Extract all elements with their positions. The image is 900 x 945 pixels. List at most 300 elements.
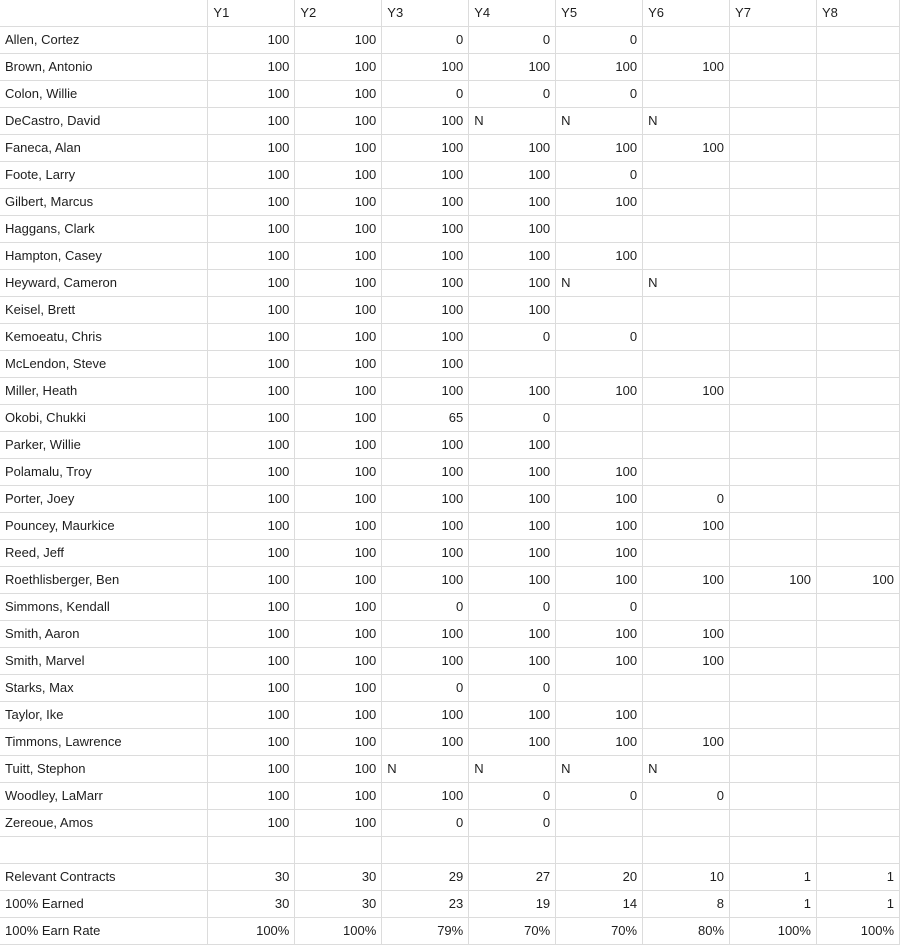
value-cell[interactable]: 100 bbox=[208, 54, 295, 81]
value-cell[interactable] bbox=[816, 783, 899, 810]
value-cell[interactable]: 100 bbox=[295, 648, 382, 675]
value-cell[interactable] bbox=[816, 648, 899, 675]
value-cell[interactable]: 100 bbox=[382, 432, 469, 459]
value-cell[interactable]: 100 bbox=[382, 729, 469, 756]
value-cell[interactable] bbox=[730, 432, 817, 459]
row-label-cell[interactable]: Polamalu, Troy bbox=[0, 459, 208, 486]
value-cell[interactable]: 100 bbox=[208, 621, 295, 648]
value-cell[interactable]: 100 bbox=[382, 702, 469, 729]
value-cell[interactable]: 0 bbox=[382, 81, 469, 108]
value-cell[interactable]: 100 bbox=[382, 324, 469, 351]
value-cell[interactable]: 100 bbox=[208, 378, 295, 405]
value-cell[interactable]: 100 bbox=[643, 135, 730, 162]
value-cell[interactable]: 100 bbox=[208, 162, 295, 189]
row-label-cell[interactable]: Smith, Aaron bbox=[0, 621, 208, 648]
value-cell[interactable] bbox=[730, 648, 817, 675]
value-cell[interactable]: N bbox=[469, 108, 556, 135]
value-cell[interactable]: 100 bbox=[469, 54, 556, 81]
value-cell[interactable]: 100 bbox=[295, 81, 382, 108]
value-cell[interactable] bbox=[556, 810, 643, 837]
value-cell[interactable]: 100 bbox=[556, 621, 643, 648]
header-cell-y4[interactable]: Y4 bbox=[469, 0, 556, 27]
value-cell[interactable]: 100 bbox=[295, 324, 382, 351]
value-cell[interactable] bbox=[730, 270, 817, 297]
value-cell[interactable] bbox=[730, 27, 817, 54]
value-cell[interactable]: 100 bbox=[469, 459, 556, 486]
value-cell[interactable] bbox=[382, 837, 469, 864]
value-cell[interactable]: 100 bbox=[208, 324, 295, 351]
value-cell[interactable]: 8 bbox=[643, 891, 730, 918]
value-cell[interactable]: 100 bbox=[556, 378, 643, 405]
value-cell[interactable]: 0 bbox=[556, 27, 643, 54]
value-cell[interactable] bbox=[816, 594, 899, 621]
row-label-cell[interactable]: Hampton, Casey bbox=[0, 243, 208, 270]
value-cell[interactable] bbox=[730, 594, 817, 621]
value-cell[interactable]: 100 bbox=[643, 648, 730, 675]
value-cell[interactable]: 100 bbox=[208, 729, 295, 756]
value-cell[interactable]: 100 bbox=[295, 783, 382, 810]
row-label-cell[interactable]: Miller, Heath bbox=[0, 378, 208, 405]
value-cell[interactable]: 100% bbox=[208, 918, 295, 945]
value-cell[interactable]: 1 bbox=[730, 891, 817, 918]
value-cell[interactable] bbox=[730, 324, 817, 351]
value-cell[interactable]: 100 bbox=[469, 243, 556, 270]
row-label-cell[interactable]: Keisel, Brett bbox=[0, 297, 208, 324]
value-cell[interactable]: 100 bbox=[469, 486, 556, 513]
value-cell[interactable]: 65 bbox=[382, 405, 469, 432]
row-label-cell[interactable]: Heyward, Cameron bbox=[0, 270, 208, 297]
value-cell[interactable] bbox=[643, 27, 730, 54]
value-cell[interactable]: 100 bbox=[295, 756, 382, 783]
value-cell[interactable] bbox=[643, 243, 730, 270]
value-cell[interactable] bbox=[816, 432, 899, 459]
row-label-cell[interactable]: Tuitt, Stephon bbox=[0, 756, 208, 783]
value-cell[interactable] bbox=[643, 594, 730, 621]
value-cell[interactable]: 27 bbox=[469, 864, 556, 891]
value-cell[interactable] bbox=[730, 243, 817, 270]
value-cell[interactable]: 0 bbox=[382, 594, 469, 621]
value-cell[interactable]: 100 bbox=[382, 351, 469, 378]
value-cell[interactable]: 100 bbox=[295, 405, 382, 432]
value-cell[interactable]: 0 bbox=[469, 405, 556, 432]
value-cell[interactable] bbox=[816, 459, 899, 486]
value-cell[interactable] bbox=[816, 270, 899, 297]
row-label-cell[interactable]: Simmons, Kendall bbox=[0, 594, 208, 621]
value-cell[interactable]: 100 bbox=[643, 378, 730, 405]
value-cell[interactable]: 0 bbox=[556, 783, 643, 810]
value-cell[interactable]: 100% bbox=[730, 918, 817, 945]
value-cell[interactable]: 100 bbox=[295, 270, 382, 297]
value-cell[interactable]: 100 bbox=[295, 297, 382, 324]
value-cell[interactable]: 100 bbox=[556, 243, 643, 270]
value-cell[interactable]: 100 bbox=[208, 351, 295, 378]
value-cell[interactable] bbox=[730, 189, 817, 216]
value-cell[interactable] bbox=[556, 297, 643, 324]
value-cell[interactable]: 100 bbox=[382, 459, 469, 486]
value-cell[interactable] bbox=[816, 243, 899, 270]
value-cell[interactable]: 100 bbox=[295, 216, 382, 243]
value-cell[interactable]: 100 bbox=[469, 270, 556, 297]
value-cell[interactable]: 100 bbox=[295, 162, 382, 189]
row-label-cell[interactable]: Reed, Jeff bbox=[0, 540, 208, 567]
value-cell[interactable] bbox=[816, 540, 899, 567]
value-cell[interactable]: 100 bbox=[295, 189, 382, 216]
value-cell[interactable]: 100 bbox=[643, 513, 730, 540]
value-cell[interactable]: 100 bbox=[382, 270, 469, 297]
value-cell[interactable] bbox=[816, 189, 899, 216]
value-cell[interactable]: 100 bbox=[208, 513, 295, 540]
value-cell[interactable]: 1 bbox=[816, 864, 899, 891]
value-cell[interactable]: 100 bbox=[382, 54, 469, 81]
row-label-cell[interactable]: Pouncey, Maurkice bbox=[0, 513, 208, 540]
value-cell[interactable]: 100 bbox=[382, 297, 469, 324]
value-cell[interactable]: 1 bbox=[730, 864, 817, 891]
value-cell[interactable] bbox=[556, 216, 643, 243]
value-cell[interactable]: 100 bbox=[643, 567, 730, 594]
value-cell[interactable]: 70% bbox=[469, 918, 556, 945]
value-cell[interactable]: 100 bbox=[208, 756, 295, 783]
value-cell[interactable]: 100 bbox=[295, 486, 382, 513]
row-label-cell[interactable]: Colon, Willie bbox=[0, 81, 208, 108]
value-cell[interactable]: 0 bbox=[643, 783, 730, 810]
value-cell[interactable]: 70% bbox=[556, 918, 643, 945]
value-cell[interactable]: 0 bbox=[469, 81, 556, 108]
value-cell[interactable]: 100 bbox=[208, 459, 295, 486]
value-cell[interactable]: 30 bbox=[295, 864, 382, 891]
header-cell-name[interactable] bbox=[0, 0, 208, 27]
value-cell[interactable]: 100 bbox=[556, 54, 643, 81]
value-cell[interactable]: 100 bbox=[208, 540, 295, 567]
value-cell[interactable]: 100 bbox=[208, 675, 295, 702]
value-cell[interactable]: 0 bbox=[469, 783, 556, 810]
value-cell[interactable] bbox=[816, 405, 899, 432]
value-cell[interactable] bbox=[730, 378, 817, 405]
value-cell[interactable]: 100 bbox=[469, 162, 556, 189]
value-cell[interactable]: 19 bbox=[469, 891, 556, 918]
value-cell[interactable]: N bbox=[643, 270, 730, 297]
value-cell[interactable] bbox=[816, 702, 899, 729]
header-cell-y3[interactable]: Y3 bbox=[382, 0, 469, 27]
value-cell[interactable]: 100 bbox=[556, 513, 643, 540]
value-cell[interactable]: 100 bbox=[643, 729, 730, 756]
row-label-cell[interactable]: Relevant Contracts bbox=[0, 864, 208, 891]
value-cell[interactable]: N bbox=[643, 756, 730, 783]
value-cell[interactable] bbox=[816, 297, 899, 324]
row-label-cell[interactable]: McLendon, Steve bbox=[0, 351, 208, 378]
value-cell[interactable] bbox=[816, 135, 899, 162]
value-cell[interactable]: 100 bbox=[643, 54, 730, 81]
value-cell[interactable] bbox=[643, 675, 730, 702]
row-label-cell[interactable]: Taylor, Ike bbox=[0, 702, 208, 729]
value-cell[interactable] bbox=[208, 837, 295, 864]
value-cell[interactable]: 100 bbox=[295, 135, 382, 162]
value-cell[interactable] bbox=[643, 702, 730, 729]
value-cell[interactable] bbox=[643, 405, 730, 432]
value-cell[interactable]: 100 bbox=[556, 567, 643, 594]
row-label-cell[interactable]: Starks, Max bbox=[0, 675, 208, 702]
value-cell[interactable]: 100 bbox=[556, 648, 643, 675]
value-cell[interactable] bbox=[469, 837, 556, 864]
value-cell[interactable]: 100 bbox=[556, 486, 643, 513]
value-cell[interactable] bbox=[730, 216, 817, 243]
value-cell[interactable] bbox=[643, 216, 730, 243]
value-cell[interactable]: 100 bbox=[208, 567, 295, 594]
value-cell[interactable]: 100 bbox=[469, 621, 556, 648]
value-cell[interactable]: 100 bbox=[295, 54, 382, 81]
value-cell[interactable]: 100 bbox=[295, 810, 382, 837]
value-cell[interactable]: 100 bbox=[295, 594, 382, 621]
value-cell[interactable] bbox=[643, 324, 730, 351]
value-cell[interactable]: 100 bbox=[208, 297, 295, 324]
value-cell[interactable]: 30 bbox=[295, 891, 382, 918]
value-cell[interactable]: 100 bbox=[469, 729, 556, 756]
row-label-cell[interactable]: 100% Earned bbox=[0, 891, 208, 918]
value-cell[interactable]: 100 bbox=[208, 810, 295, 837]
value-cell[interactable]: 100 bbox=[295, 540, 382, 567]
value-cell[interactable]: 100 bbox=[208, 27, 295, 54]
value-cell[interactable]: 100 bbox=[382, 135, 469, 162]
value-cell[interactable] bbox=[643, 297, 730, 324]
value-cell[interactable]: 100 bbox=[469, 189, 556, 216]
row-label-cell[interactable]: Smith, Marvel bbox=[0, 648, 208, 675]
value-cell[interactable]: 100 bbox=[469, 135, 556, 162]
value-cell[interactable]: 0 bbox=[556, 594, 643, 621]
value-cell[interactable]: 20 bbox=[556, 864, 643, 891]
value-cell[interactable] bbox=[730, 54, 817, 81]
value-cell[interactable] bbox=[730, 810, 817, 837]
value-cell[interactable]: 100% bbox=[816, 918, 899, 945]
value-cell[interactable] bbox=[556, 432, 643, 459]
row-label-cell[interactable]: Haggans, Clark bbox=[0, 216, 208, 243]
value-cell[interactable]: 100 bbox=[295, 459, 382, 486]
value-cell[interactable] bbox=[295, 837, 382, 864]
value-cell[interactable] bbox=[730, 783, 817, 810]
value-cell[interactable] bbox=[556, 351, 643, 378]
value-cell[interactable]: 100 bbox=[295, 243, 382, 270]
value-cell[interactable] bbox=[816, 378, 899, 405]
value-cell[interactable]: 100 bbox=[208, 216, 295, 243]
value-cell[interactable]: 100 bbox=[295, 702, 382, 729]
value-cell[interactable]: 100 bbox=[730, 567, 817, 594]
value-cell[interactable] bbox=[816, 675, 899, 702]
value-cell[interactable]: 23 bbox=[382, 891, 469, 918]
value-cell[interactable]: 100 bbox=[208, 270, 295, 297]
header-cell-y2[interactable]: Y2 bbox=[295, 0, 382, 27]
value-cell[interactable]: 100 bbox=[382, 378, 469, 405]
header-cell-y6[interactable]: Y6 bbox=[643, 0, 730, 27]
value-cell[interactable] bbox=[816, 216, 899, 243]
value-cell[interactable] bbox=[730, 756, 817, 783]
value-cell[interactable]: 100 bbox=[295, 108, 382, 135]
value-cell[interactable] bbox=[730, 405, 817, 432]
value-cell[interactable]: 100 bbox=[556, 459, 643, 486]
value-cell[interactable]: 79% bbox=[382, 918, 469, 945]
value-cell[interactable]: 0 bbox=[469, 675, 556, 702]
value-cell[interactable]: 14 bbox=[556, 891, 643, 918]
value-cell[interactable]: 100 bbox=[382, 108, 469, 135]
value-cell[interactable]: 80% bbox=[643, 918, 730, 945]
value-cell[interactable]: 100 bbox=[295, 729, 382, 756]
row-label-cell[interactable]: Timmons, Lawrence bbox=[0, 729, 208, 756]
value-cell[interactable] bbox=[643, 81, 730, 108]
value-cell[interactable]: 100 bbox=[208, 486, 295, 513]
value-cell[interactable]: 0 bbox=[469, 810, 556, 837]
value-cell[interactable]: 100 bbox=[295, 621, 382, 648]
value-cell[interactable] bbox=[816, 513, 899, 540]
value-cell[interactable]: 100 bbox=[643, 621, 730, 648]
value-cell[interactable] bbox=[816, 27, 899, 54]
value-cell[interactable] bbox=[730, 351, 817, 378]
row-label-cell[interactable]: Parker, Willie bbox=[0, 432, 208, 459]
header-cell-y7[interactable]: Y7 bbox=[730, 0, 817, 27]
value-cell[interactable]: 100 bbox=[295, 432, 382, 459]
value-cell[interactable]: 30 bbox=[208, 864, 295, 891]
header-cell-y8[interactable]: Y8 bbox=[816, 0, 899, 27]
value-cell[interactable]: 100 bbox=[469, 216, 556, 243]
value-cell[interactable] bbox=[730, 81, 817, 108]
value-cell[interactable] bbox=[730, 459, 817, 486]
value-cell[interactable] bbox=[816, 324, 899, 351]
value-cell[interactable]: 100 bbox=[469, 567, 556, 594]
value-cell[interactable]: 100 bbox=[208, 648, 295, 675]
value-cell[interactable]: 100 bbox=[382, 486, 469, 513]
row-label-cell[interactable]: 100% Earn Rate bbox=[0, 918, 208, 945]
value-cell[interactable]: 0 bbox=[382, 27, 469, 54]
row-label-cell[interactable] bbox=[0, 837, 208, 864]
value-cell[interactable]: 100 bbox=[816, 567, 899, 594]
value-cell[interactable]: 100 bbox=[382, 567, 469, 594]
value-cell[interactable]: 0 bbox=[556, 81, 643, 108]
value-cell[interactable]: 100 bbox=[556, 729, 643, 756]
value-cell[interactable]: 100 bbox=[469, 432, 556, 459]
value-cell[interactable]: 100 bbox=[295, 378, 382, 405]
value-cell[interactable]: 0 bbox=[643, 486, 730, 513]
value-cell[interactable]: 100 bbox=[382, 513, 469, 540]
row-label-cell[interactable]: Woodley, LaMarr bbox=[0, 783, 208, 810]
value-cell[interactable] bbox=[730, 621, 817, 648]
value-cell[interactable]: 100 bbox=[208, 108, 295, 135]
value-cell[interactable]: 100 bbox=[469, 648, 556, 675]
value-cell[interactable] bbox=[556, 837, 643, 864]
value-cell[interactable]: 100 bbox=[382, 621, 469, 648]
value-cell[interactable]: 100 bbox=[382, 189, 469, 216]
row-label-cell[interactable]: Roethlisberger, Ben bbox=[0, 567, 208, 594]
row-label-cell[interactable]: Gilbert, Marcus bbox=[0, 189, 208, 216]
value-cell[interactable]: 10 bbox=[643, 864, 730, 891]
value-cell[interactable] bbox=[730, 297, 817, 324]
value-cell[interactable]: 100 bbox=[469, 513, 556, 540]
value-cell[interactable] bbox=[816, 351, 899, 378]
value-cell[interactable]: 100 bbox=[208, 243, 295, 270]
value-cell[interactable]: N bbox=[469, 756, 556, 783]
value-cell[interactable] bbox=[730, 486, 817, 513]
value-cell[interactable]: 100 bbox=[469, 378, 556, 405]
value-cell[interactable]: 100 bbox=[556, 135, 643, 162]
value-cell[interactable]: 100 bbox=[382, 783, 469, 810]
row-label-cell[interactable]: Okobi, Chukki bbox=[0, 405, 208, 432]
value-cell[interactable] bbox=[643, 837, 730, 864]
value-cell[interactable]: 100 bbox=[382, 162, 469, 189]
row-label-cell[interactable]: Kemoeatu, Chris bbox=[0, 324, 208, 351]
value-cell[interactable]: 100 bbox=[295, 27, 382, 54]
value-cell[interactable]: 100 bbox=[208, 594, 295, 621]
value-cell[interactable] bbox=[730, 702, 817, 729]
value-cell[interactable] bbox=[643, 459, 730, 486]
row-label-cell[interactable]: Porter, Joey bbox=[0, 486, 208, 513]
value-cell[interactable]: 100 bbox=[208, 432, 295, 459]
header-cell-y5[interactable]: Y5 bbox=[556, 0, 643, 27]
value-cell[interactable]: 100 bbox=[208, 81, 295, 108]
value-cell[interactable] bbox=[816, 837, 899, 864]
value-cell[interactable] bbox=[816, 729, 899, 756]
value-cell[interactable]: 100% bbox=[295, 918, 382, 945]
row-label-cell[interactable]: Zereoue, Amos bbox=[0, 810, 208, 837]
value-cell[interactable]: N bbox=[556, 270, 643, 297]
value-cell[interactable]: 100 bbox=[469, 540, 556, 567]
value-cell[interactable] bbox=[816, 81, 899, 108]
value-cell[interactable] bbox=[730, 729, 817, 756]
value-cell[interactable] bbox=[643, 351, 730, 378]
value-cell[interactable]: 29 bbox=[382, 864, 469, 891]
value-cell[interactable]: 100 bbox=[382, 540, 469, 567]
value-cell[interactable]: 100 bbox=[556, 702, 643, 729]
value-cell[interactable]: 30 bbox=[208, 891, 295, 918]
value-cell[interactable] bbox=[816, 54, 899, 81]
value-cell[interactable]: 100 bbox=[208, 783, 295, 810]
row-label-cell[interactable]: Foote, Larry bbox=[0, 162, 208, 189]
value-cell[interactable] bbox=[730, 837, 817, 864]
value-cell[interactable] bbox=[730, 135, 817, 162]
value-cell[interactable]: 0 bbox=[469, 27, 556, 54]
value-cell[interactable] bbox=[643, 162, 730, 189]
value-cell[interactable] bbox=[556, 675, 643, 702]
value-cell[interactable]: N bbox=[382, 756, 469, 783]
value-cell[interactable]: 100 bbox=[382, 216, 469, 243]
row-label-cell[interactable]: Faneca, Alan bbox=[0, 135, 208, 162]
value-cell[interactable] bbox=[816, 810, 899, 837]
value-cell[interactable] bbox=[556, 405, 643, 432]
value-cell[interactable] bbox=[816, 162, 899, 189]
value-cell[interactable]: 100 bbox=[208, 135, 295, 162]
value-cell[interactable] bbox=[643, 810, 730, 837]
row-label-cell[interactable]: DeCastro, David bbox=[0, 108, 208, 135]
value-cell[interactable] bbox=[730, 513, 817, 540]
value-cell[interactable]: 0 bbox=[556, 162, 643, 189]
value-cell[interactable]: N bbox=[556, 756, 643, 783]
value-cell[interactable]: 100 bbox=[556, 189, 643, 216]
value-cell[interactable]: N bbox=[556, 108, 643, 135]
value-cell[interactable] bbox=[816, 756, 899, 783]
value-cell[interactable] bbox=[643, 432, 730, 459]
value-cell[interactable] bbox=[816, 486, 899, 513]
value-cell[interactable] bbox=[730, 540, 817, 567]
value-cell[interactable]: 100 bbox=[295, 675, 382, 702]
value-cell[interactable] bbox=[730, 675, 817, 702]
value-cell[interactable]: 100 bbox=[295, 567, 382, 594]
value-cell[interactable] bbox=[643, 189, 730, 216]
value-cell[interactable]: 100 bbox=[382, 648, 469, 675]
value-cell[interactable]: 0 bbox=[382, 810, 469, 837]
row-label-cell[interactable]: Allen, Cortez bbox=[0, 27, 208, 54]
value-cell[interactable]: 1 bbox=[816, 891, 899, 918]
value-cell[interactable]: 100 bbox=[208, 189, 295, 216]
value-cell[interactable]: 100 bbox=[295, 513, 382, 540]
value-cell[interactable]: 0 bbox=[382, 675, 469, 702]
row-label-cell[interactable]: Brown, Antonio bbox=[0, 54, 208, 81]
value-cell[interactable]: 100 bbox=[382, 243, 469, 270]
value-cell[interactable]: 100 bbox=[208, 702, 295, 729]
value-cell[interactable]: 0 bbox=[556, 324, 643, 351]
